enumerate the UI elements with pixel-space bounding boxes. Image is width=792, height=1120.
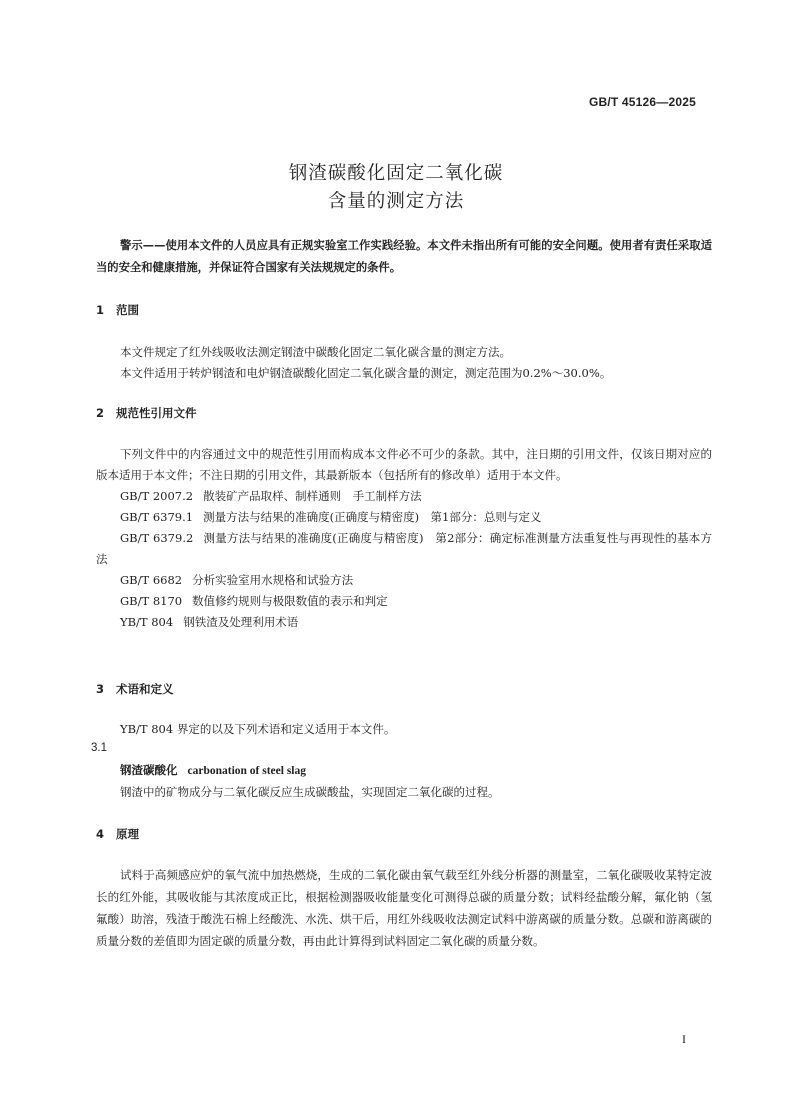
section-2-body bbox=[96, 444, 712, 633]
section-number: 3 bbox=[96, 682, 105, 696]
section-3-intro bbox=[96, 719, 712, 740]
section-number: 1 bbox=[96, 303, 105, 317]
section-3-heading bbox=[96, 681, 174, 697]
section-1-heading bbox=[96, 302, 139, 318]
section-title: 规范性引用文件 bbox=[116, 406, 197, 420]
paragraph: 钢渣中的矿物成分与二氧化碳反应生成碳酸盐，实现固定二氧化碳的过程。 bbox=[120, 785, 500, 799]
reference-item: YB/T 804 钢铁渣及处理利用术语 bbox=[120, 615, 299, 629]
section-number: 4 bbox=[96, 827, 105, 841]
document-title bbox=[0, 160, 792, 216]
term-english: carbonation of steel slag bbox=[187, 765, 307, 777]
section-number: 2 bbox=[96, 406, 105, 420]
section-1-body bbox=[96, 342, 712, 384]
section-title: 原理 bbox=[116, 827, 139, 841]
reference-item: GB/T 8170 数值修约规则与极限数值的表示和判定 bbox=[120, 594, 388, 608]
term-entry bbox=[120, 762, 306, 778]
section-title: 范围 bbox=[116, 303, 139, 317]
standard-code: GB/T 45126—2025 bbox=[588, 95, 696, 109]
reference-item: GB/T 2007.2 散装矿产品取样、制样通则 手工制样方法 bbox=[120, 489, 422, 503]
page-number: I bbox=[682, 1032, 686, 1046]
reference-item: GB/T 6682 分析实验室用水规格和试验方法 bbox=[120, 573, 354, 587]
section-4-body bbox=[96, 864, 712, 952]
paragraph: 下列文件中的内容通过文中的规范性引用而构成本文件必不可少的条款。其中，注日期的引用文件，仅该日期对应的版本适用于本文件；不注日期的引用文件，其最新版本（包括所有的修改单）适用于本文件。 bbox=[96, 447, 712, 482]
title-line-1: 钢渣碳酸化固定二氧化碳 bbox=[288, 163, 504, 184]
reference-item: GB/T 6379.1 测量方法与结果的准确度(正确度与精密度) 第1部分：总则与定义 bbox=[120, 510, 542, 524]
paragraph: 本文件适用于转炉钢渣和电炉钢渣碳酸化固定二氧化碳含量的测定，测定范围为0.2%～30.0%。 bbox=[120, 366, 612, 380]
section-4-heading bbox=[96, 826, 139, 842]
term-number: 3.1 bbox=[91, 742, 107, 754]
term-chinese: 钢渣碳酸化 bbox=[120, 763, 178, 777]
section-2-heading bbox=[96, 405, 197, 421]
paragraph: 本文件规定了红外线吸收法测定钢渣中碳酸化固定二氧化碳含量的测定方法。 bbox=[120, 345, 511, 359]
paragraph: YB/T 804 界定的以及下列术语和定义适用于本文件。 bbox=[120, 722, 396, 736]
section-title: 术语和定义 bbox=[116, 682, 174, 696]
warning-paragraph: 警示——使用本文件的人员应具有正规实验室工作实践经验。本文件未指出所有可能的安全问题。使用者有责任采取适当的安全和健康措施，并保证符合国家有关法规规定的条件。 bbox=[96, 239, 712, 274]
paragraph: 试料于高频感应炉的氧气流中加热燃烧，生成的二氧化碳由氧气载至红外线分析器的测量室，二氧化碳吸收某特定波长的红外能，其吸收能与其浓度成正比，根据检测器吸收能量变化可测得总碳的质量分数；试料经盐酸分解，氟化钠（氢氟酸）助溶，残渣于酸洗石棉上经酸洗、水洗、烘干后，用红外线吸收法测定试料中游离碳的质量分数。总碳和游离碳的质量分数的差值即为固定碳的质量分数，再由此计算得到试料固定二氧化碳的质量分数。 bbox=[96, 868, 712, 948]
title-line-2: 含量的测定方法 bbox=[327, 191, 465, 212]
reference-item: GB/T 6379.2 测量方法与结果的准确度(正确度与精密度) 第2部分：确定标准测量方法重复性与再现性的基本方法 bbox=[96, 531, 712, 566]
term-definition bbox=[96, 782, 712, 803]
